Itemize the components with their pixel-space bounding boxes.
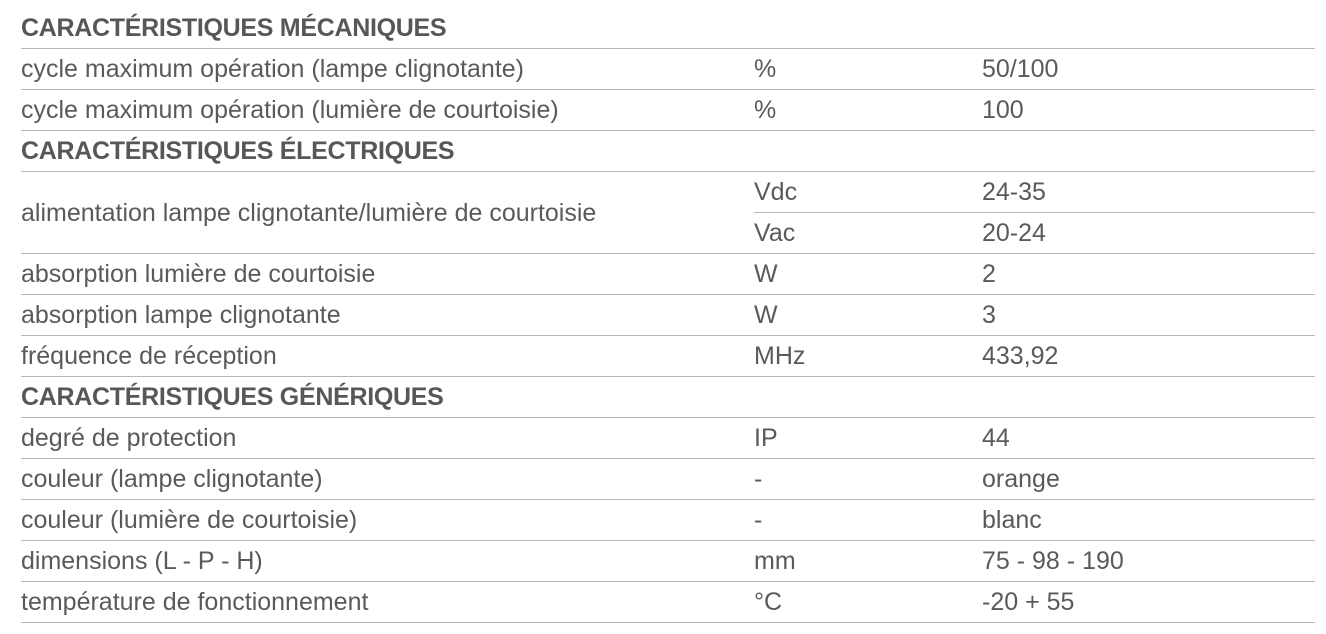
row-unit: Vdc xyxy=(754,172,982,213)
row-label: cycle maximum opération (lumière de courtoisie) xyxy=(21,90,754,131)
row-value: -20 + 55 xyxy=(982,582,1315,623)
row-label: absorption lampe clignotante xyxy=(21,295,754,336)
section-header-generic xyxy=(21,377,1315,418)
row-value: 433,92 xyxy=(982,336,1315,377)
section-title: CARACTÉRISTIQUES MÉCANIQUES xyxy=(21,8,1315,49)
table-row xyxy=(21,49,1315,90)
row-label: degré de protection xyxy=(21,418,754,459)
row-unit: - xyxy=(754,459,982,500)
table-row xyxy=(21,295,1315,336)
table-row xyxy=(21,541,1315,582)
section-header-electrical xyxy=(21,131,1315,172)
section-header-mechanical xyxy=(21,8,1315,49)
row-unit: MHz xyxy=(754,336,982,377)
spec-table xyxy=(21,8,1315,623)
table-row xyxy=(21,336,1315,377)
row-label: couleur (lumière de courtoisie) xyxy=(21,500,754,541)
row-unit: °C xyxy=(754,582,982,623)
row-value: 50/100 xyxy=(982,49,1315,90)
table-row xyxy=(21,254,1315,295)
row-value: 3 xyxy=(982,295,1315,336)
row-label: fréquence de réception xyxy=(21,336,754,377)
row-value: orange xyxy=(982,459,1315,500)
table-row xyxy=(21,459,1315,500)
table-row xyxy=(21,90,1315,131)
section-title: CARACTÉRISTIQUES GÉNÉRIQUES xyxy=(21,377,1315,418)
row-label: cycle maximum opération (lampe clignotante) xyxy=(21,49,754,90)
row-unit: W xyxy=(754,295,982,336)
row-label: absorption lumière de courtoisie xyxy=(21,254,754,295)
row-value: 2 xyxy=(982,254,1315,295)
row-value: 44 xyxy=(982,418,1315,459)
row-unit: W xyxy=(754,254,982,295)
row-label: dimensions (L - P - H) xyxy=(21,541,754,582)
row-value: 24-35 xyxy=(982,172,1315,213)
row-value: blanc xyxy=(982,500,1315,541)
table-row xyxy=(21,582,1315,623)
row-unit: % xyxy=(754,49,982,90)
row-value: 20-24 xyxy=(982,213,1315,254)
section-title: CARACTÉRISTIQUES ÉLECTRIQUES xyxy=(21,131,1315,172)
table-row xyxy=(21,418,1315,459)
row-unit: Vac xyxy=(754,213,982,254)
row-label: température de fonctionnement xyxy=(21,582,754,623)
row-value: 75 - 98 - 190 xyxy=(982,541,1315,582)
row-label: couleur (lampe clignotante) xyxy=(21,459,754,500)
row-unit: - xyxy=(754,500,982,541)
row-unit: mm xyxy=(754,541,982,582)
row-value: 100 xyxy=(982,90,1315,131)
row-unit: IP xyxy=(754,418,982,459)
row-unit: % xyxy=(754,90,982,131)
table-row xyxy=(21,500,1315,541)
row-label: alimentation lampe clignotante/lumière de courtoisie xyxy=(21,172,754,254)
table-row xyxy=(21,172,1315,213)
